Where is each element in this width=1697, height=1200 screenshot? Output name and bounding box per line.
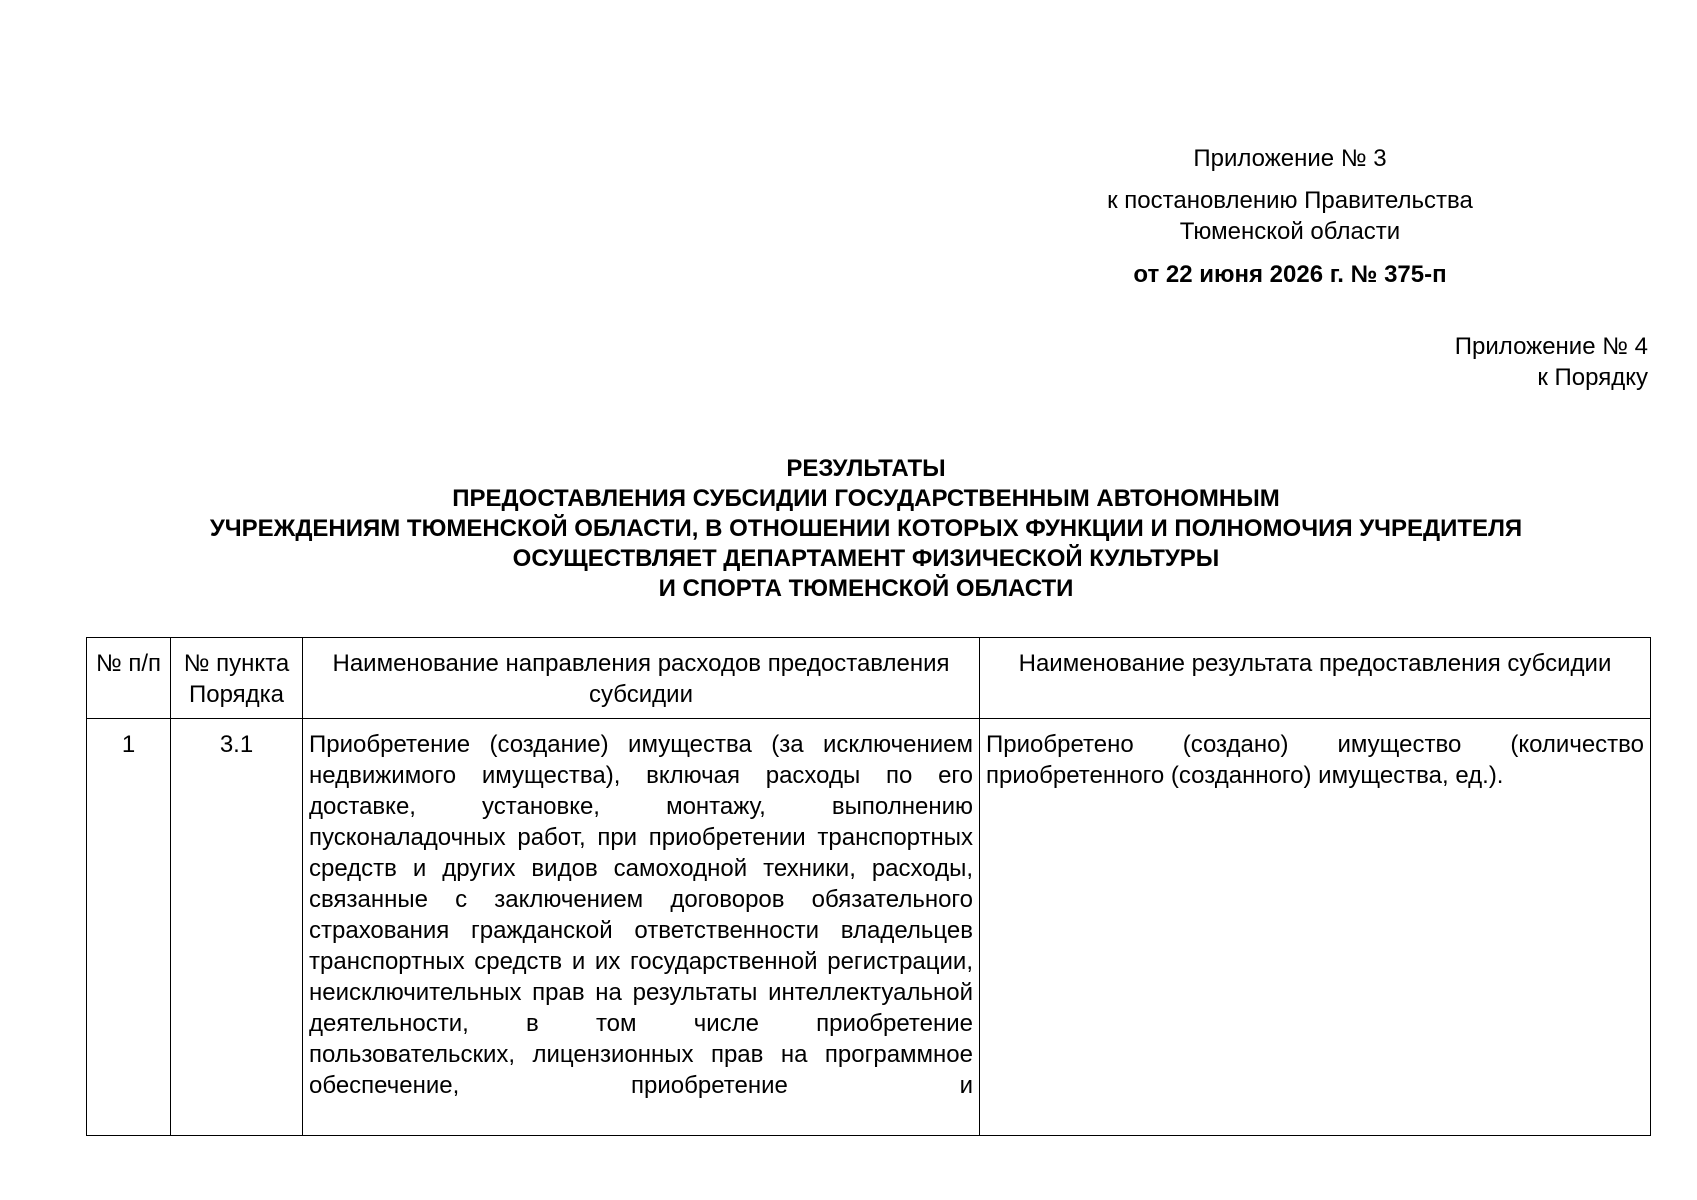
order-reference: к Порядку: [1537, 364, 1648, 391]
title-line-1: РЕЗУЛЬТАТЫ: [786, 455, 946, 482]
row-point: 3.1: [219, 731, 254, 758]
appendix-3-block: [1000, 143, 1580, 174]
header-expense-direction: Наименование направления расходов предоставления субсидии: [303, 638, 980, 719]
header-point: № пункта Порядка: [171, 638, 303, 719]
resolution-block: [1000, 185, 1580, 247]
row-result-cell: [980, 719, 1651, 1136]
row-expense-direction: Приобретение (создание) имущества (за исключением недвижимого имущества), включая расходы по его доставке, установке, монтажу, выполнению пусконаладочных работ, при приобретении транспортных средств и других видов самоходной техники, расходы, связанные с заключением договоров обязательного страхования гражданской ответственности владельцев транспортных средств и их государственной регистрации, неисключительных прав на результаты интеллектуальной деятельности, в том числе приобретение пользовательских, лицензионных прав на программное обеспечение, приобретение и: [309, 731, 973, 1099]
row-num: 1: [121, 731, 136, 758]
results-table: [86, 637, 1651, 1136]
document-title: [80, 454, 1652, 604]
order-appendix-block: [1455, 331, 1648, 393]
resolution-date-block: [1000, 259, 1580, 290]
resolution-region: Тюменской области: [1179, 218, 1401, 245]
title-line-4: ОСУЩЕСТВЛЯЕТ ДЕПАРТАМЕНТ ФИЗИЧЕСКОЙ КУЛЬТУРЫ: [512, 545, 1220, 572]
table-header-row: [87, 638, 1651, 719]
row-expense-direction-cell: [303, 719, 980, 1136]
appendix-4-label: Приложение № 4: [1454, 333, 1648, 360]
resolution-reference: к постановлению Правительства: [1107, 187, 1473, 214]
row-result: Приобретено (создано) имущество (количество приобретенного (созданного) имущества, ед.).: [986, 731, 1644, 789]
title-line-2: ПРЕДОСТАВЛЕНИЯ СУБСИДИИ ГОСУДАРСТВЕННЫМ АВТОНОМНЫМ: [452, 485, 1280, 512]
header-num: № п/п: [87, 638, 171, 719]
title-line-3: УЧРЕЖДЕНИЯМ ТЮМЕНСКОЙ ОБЛАСТИ, В ОТНОШЕНИИ КОТОРЫХ ФУНКЦИИ И ПОЛНОМОЧИЯ УЧРЕДИТЕЛЯ: [209, 515, 1523, 542]
table-row: [87, 719, 1651, 1136]
row-num-cell: [87, 719, 171, 1136]
appendix-3-label: Приложение № 3: [1193, 145, 1387, 172]
title-line-5: И СПОРТА ТЮМЕНСКОЙ ОБЛАСТИ: [658, 575, 1074, 602]
header-result: Наименование результата предоставления субсидии: [980, 638, 1651, 719]
resolution-date-number: от 22 июня 2026 г. № 375-п: [1133, 261, 1447, 288]
row-point-cell: [171, 719, 303, 1136]
